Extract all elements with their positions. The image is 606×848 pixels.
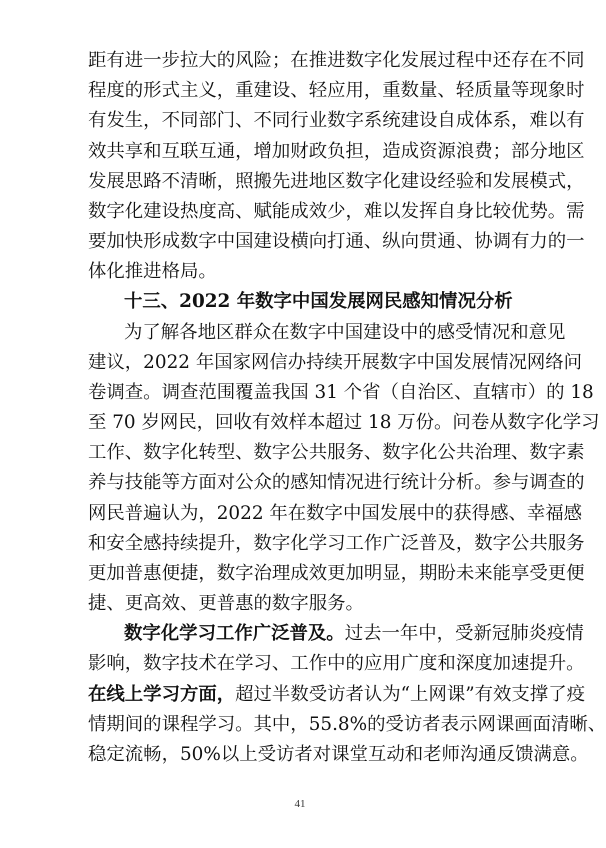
paragraph-3-line-3-text: 超过半数受访者认为“上网课”有效支撑了疫	[235, 684, 585, 705]
paragraph-1-line-1: 距有进一步拉大的风险；在推进数字化发展过程中还存在不同	[88, 50, 585, 71]
paragraph-1-line-5: 发展思路不清晰，照搬先进地区数字化建设经验和发展模式，	[88, 171, 585, 192]
paragraph-3-line-3	[88, 682, 585, 708]
paragraph-1-line-6: 数字化建设热度高、赋能成效少，难以发挥自身比较优势。需	[88, 201, 585, 222]
paragraph-2-line-2: 建议，2022 年国家网信办持续开展数字中国发展情况网络问	[88, 352, 583, 373]
paragraph-1-line-8: 体化推进格局。	[88, 261, 217, 282]
paragraph-3-lead-bold: 数字化学习工作广泛普及。	[124, 623, 345, 644]
paragraph-3-line-2-text: 影响，数字技术在学习、工作中的应用广度和深度加速提升。	[88, 653, 585, 674]
paragraph-2-line-7: 网民普遍认为，2022 年在数字中国发展中的获得感、幸福感	[88, 503, 583, 524]
paragraph-3-line-4	[88, 712, 606, 738]
paragraph-1-line-7: 要加快形成数字中国建设横向打通、纵向贯通、协调有力的一	[88, 231, 585, 252]
page-number: 41	[294, 798, 306, 810]
paragraph-3-line-5-text: 稳定流畅，50%以上受访者对课堂互动和老师沟通反馈满意。	[88, 744, 589, 765]
paragraph-2-line-8: 和安全感持续提升，数字化学习工作广泛普及，数字公共服务	[88, 533, 585, 554]
paragraph-2-line-5: 工作、数字化转型、数字公共服务、数字化公共治理、数字素	[88, 442, 585, 463]
paragraph-3-line-1	[124, 621, 584, 647]
paragraph-2-line-4: 至 70 岁网民，回收有效样本超过 18 万份。问卷从数字化学习	[88, 412, 600, 433]
paragraph-2-line-10: 捷、更高效、更普惠的数字服务。	[88, 593, 364, 614]
paragraph-3-line-4-text: 情期间的课程学习。其中，55.8%的受访者表示网课画面清晰、	[88, 714, 606, 735]
paragraph-1-line-2: 程度的形式主义，重建设、轻应用，重数量、轻质量等现象时	[88, 80, 585, 101]
paragraph-3-line-1-text: 过去一年中，受新冠肺炎疫情	[344, 623, 584, 644]
paragraph-3-subhead-bold: 在线上学习方面，	[88, 684, 236, 705]
paragraph-2-line-6: 养与技能等方面对公众的感知情况进行统计分析。参与调查的	[88, 472, 585, 493]
paragraph-2-line-1: 为了解各地区群众在数字中国建设中的感受情况和意见	[124, 322, 566, 343]
paragraph-1-line-3: 有发生，不同部门、不同行业数字系统建设自成体系，难以有	[88, 110, 585, 131]
paragraph-2-line-3: 卷调查。调查范围覆盖我国 31 个省（自治区、直辖市）的 18	[88, 382, 594, 403]
section-heading: 十三、2022 年数字中国发展网民感知情况分析	[124, 291, 513, 312]
paragraph-2-line-9: 更加普惠便捷，数字治理成效更加明显，期盼未来能享受更便	[88, 563, 585, 584]
paragraph-3-line-2	[88, 651, 585, 677]
paragraph-3-line-5	[88, 742, 589, 768]
paragraph-1-line-4: 效共享和互联互通，增加财政负担，造成资源浪费；部分地区	[88, 141, 585, 162]
